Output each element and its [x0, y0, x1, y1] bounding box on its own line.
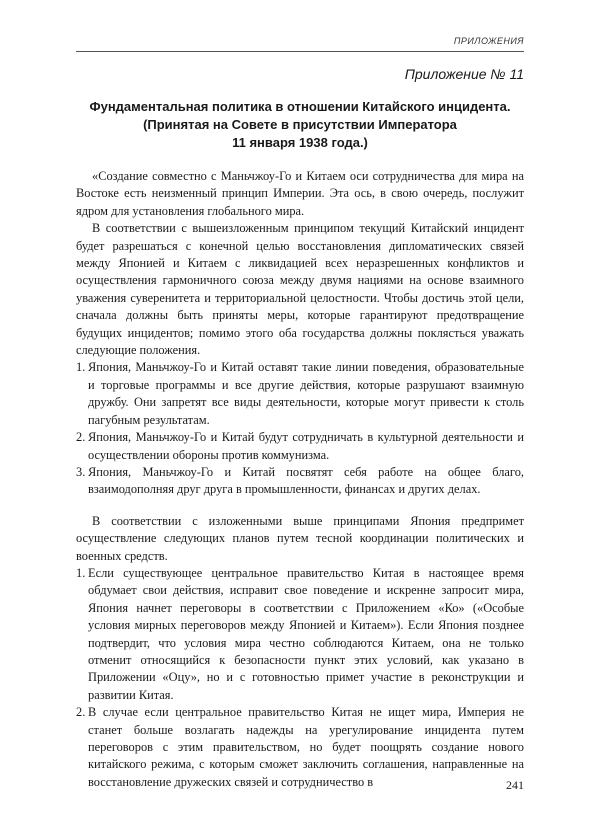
paragraph-intro: «Создание совместно с Маньчжоу-Го и Китаем оси сотрудничества для мира на Востоке есть неизменный принцип Империи. Эта ось, в свою очередь, послужит ядром для установления глобального мира.: [76, 169, 524, 218]
title-line-3: 11 января 1938 года.): [232, 135, 368, 150]
list-item-text: Япония, Маньчжоу-Го и Китай будут сотрудничать в культурной деятельности и осуществлении обороны против коммунизма.: [88, 430, 524, 462]
list-item-text: В случае если центральное правительство Китая не ищет мира, Империя не станет больше возлагать надежды на урегулирование инцидента путем переговоров с этим правительством, но будет поощрять создание нового китайского режима, с которым сможет заключить соглашения, направленные на восстановление дружеских связей и сотрудничество в: [88, 705, 524, 789]
list-item: [76, 464, 524, 499]
running-header: [76, 36, 524, 52]
document-title: [76, 98, 524, 152]
list-item-number: 2.: [76, 430, 86, 445]
appendix-label: Приложение № 11: [404, 66, 524, 82]
list-item: [76, 565, 524, 704]
paragraph-plans: В соответствии с изложенными выше принципами Япония предпримет осуществление следующих планов путем тесной координации политических и военных средств.: [76, 513, 524, 563]
title-line-1: Фундаментальная политика в отношении Китайского инцидента.: [89, 99, 511, 114]
list-item-text: Япония, Маньчжоу-Го и Китай оставят такие линии поведения, образовательные и торговые программы и все другие действия, которые разрушают взаимную дружбу. Они запретят все виды деятельности, которые могут привести к столь пагубным результатам.: [88, 360, 524, 427]
list-item-number: 2.: [76, 705, 86, 720]
plans-list: [76, 565, 524, 791]
list-item-number: 1.: [76, 360, 86, 375]
list-item-number: 1.: [76, 565, 86, 580]
title-line-2: (Принятая на Совете в присутствии Императора: [143, 117, 457, 132]
list-item: [76, 704, 524, 791]
provisions-list: [76, 359, 524, 498]
list-item-text: Если существующее центральное правительство Китая в настоящее время обдумает свои действия, исправит свое поведение и искренне запросит мира, Япония начнет переговоры в соответствии с Приложением «Ко» («Особые условия мирных переговоров между Японией и Китаем»). Если Япония позднее подтвердит, что условия мира честно соблюдаются Китаем, она не только отменит относящийся к безопасности пункт этих условий, как указано в Приложении «Оцу», но и с готовностью примет участие в реконструкции и развитии Китая.: [88, 565, 524, 702]
running-header-title: ПРИЛОЖЕНИЯ: [453, 36, 524, 46]
page-number: 241: [506, 778, 524, 792]
list-item-text: Япония, Маньчжоу-Го и Китай посвятят себя работе на общее благо, взаимодополняя друг друга в промышленности, финансах и других делах.: [88, 464, 524, 497]
list-item-number: 3.: [76, 464, 86, 479]
paragraph-principle: В соответствии с вышеизложенным принципом текущий Китайский инцидент будет разрешаться с конечной целью восстановления дипломатических связей между Японией и Китаем с ликвидацией всех неразрешенных конфликтов и осуществления гармоничного союза между двумя нациями на основе взаимного уважения суверенитета и территориальной целостности. Чтобы достичь этой цели, сначала должны быть приняты меры, которые гарантируют предотвращение будущих инцидентов; помимо этого оба государства должны поклясться уважать следующие положения.: [76, 221, 524, 358]
document-body: [76, 168, 524, 791]
list-item: [76, 429, 524, 464]
list-item: [76, 359, 524, 429]
